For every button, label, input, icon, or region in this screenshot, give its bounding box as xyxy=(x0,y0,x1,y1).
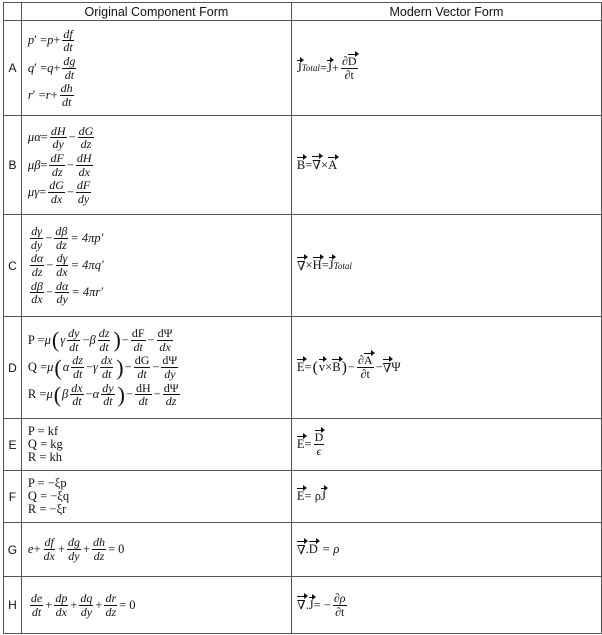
equation-line: P = −ξp xyxy=(27,476,67,490)
row-label: G xyxy=(4,523,22,577)
equation-line: Q = kg xyxy=(27,437,63,451)
row-d xyxy=(4,317,602,419)
modern-form: J Total = J + $\frac{\partial D}{\partial t}$ xyxy=(291,21,601,116)
original-form: P = μ ( γ $\frac{dy}{dt}$ − β $\frac{dz}{dt}$ ) − $\frac{dF}{dt}$ − $\frac{d\Psi}{dx}$ Q = μ ( α $\frac{dz}{dt}$ − γ $\frac{dx}{dt}$ ) − $\frac{dG}{dt}$ − $\frac{d\Psi}{dy}$ R = μ ( β $\frac{dx}{dt}$ − α $\frac{dy}{dt}$ ) − $\frac{dH}{dt}$ − $\frac{d\Psi}{dz}$ xyxy=(21,317,291,419)
header-label-blank xyxy=(4,3,22,21)
modern-form: E = ( v × B ) − $\frac{\partial A}{\partial t}$ − ∇ Ψ xyxy=(291,317,601,419)
original-form: $\frac{de}{dt}$ + $\frac{dp}{dx}$ + $\frac{dq}{dy}$ + $\frac{dr}{dz}$ = 0 xyxy=(21,577,291,634)
total-subscript: Total xyxy=(333,260,352,271)
rhs: = 4πp′ xyxy=(70,230,104,245)
header-row xyxy=(4,3,602,21)
modern-form: E = ρ J xyxy=(291,471,601,523)
total-subscript: Total xyxy=(301,63,320,73)
epsilon: ϵ xyxy=(316,444,322,458)
original-form: p ′ = p + $\frac{df}{dt}$ q ′ = q + $\frac{dg}{dt}$ r ′ = r + $\frac{dh}{dt}$ xyxy=(21,21,291,116)
row-c xyxy=(4,215,602,317)
row-g xyxy=(4,523,602,577)
row-e xyxy=(4,419,602,471)
equation-line: Q = −ξq xyxy=(27,489,70,503)
maxwell-equations-table xyxy=(3,2,602,634)
modern-form: ∇ . J = − $\frac{\partial\rho}{\partial t}$ xyxy=(291,577,601,634)
row-f xyxy=(4,471,602,523)
original-form: e + $\frac{df}{dx}$ + $\frac{dg}{dy}$ + $\frac{dh}{dz}$ = 0 xyxy=(21,523,291,577)
equation-line: R = −ξr xyxy=(27,502,67,516)
original-form: μα = $\frac{dH}{dy}$ − $\frac{dG}{dz}$ μβ = $\frac{dF}{dz}$ − $\frac{dH}{dx}$ μγ = $\frac{dG}{dx}$ − $\frac{dF}{dy}$ xyxy=(21,116,291,215)
rhs: = ρ xyxy=(321,542,340,556)
rhs: = 4πq′ xyxy=(70,258,104,272)
modern-form: ∇ . D = ρ xyxy=(291,523,601,577)
modern-form: B = ∇ × A xyxy=(291,116,601,215)
header-modern: Modern Vector Form xyxy=(291,3,601,21)
rhs: = 4πr′ xyxy=(71,285,103,300)
original-form xyxy=(21,471,291,523)
row-label: C xyxy=(4,215,22,317)
row-label: E xyxy=(4,419,22,471)
row-label: A xyxy=(4,21,22,116)
row-label: D xyxy=(4,317,22,419)
row-b xyxy=(4,116,602,215)
row-label: H xyxy=(4,577,22,634)
modern-form: ∇ × H = J Total xyxy=(291,215,601,317)
equation-line: R = kh xyxy=(27,450,63,464)
row-label: F xyxy=(4,471,22,523)
row-h xyxy=(4,577,602,634)
original-form: $\frac{d\gamma}{dy}$ − $\frac{d\beta}{dz}$ = 4πp′ $\frac{d\alpha}{dz}$ − $\frac{d\gamma}{dx}$ = 4πq′ $\frac{d\beta}{dx}$ − $\frac{d\alpha}{dy}$ = 4πr′ xyxy=(21,215,291,317)
original-form xyxy=(21,419,291,471)
row-label: B xyxy=(4,116,22,215)
row-a xyxy=(4,21,602,116)
header-original: Original Component Form xyxy=(21,3,291,21)
modern-form: E = $\frac{D}{\epsilon}$ xyxy=(291,419,601,471)
equation-line: P = kf xyxy=(27,424,59,438)
